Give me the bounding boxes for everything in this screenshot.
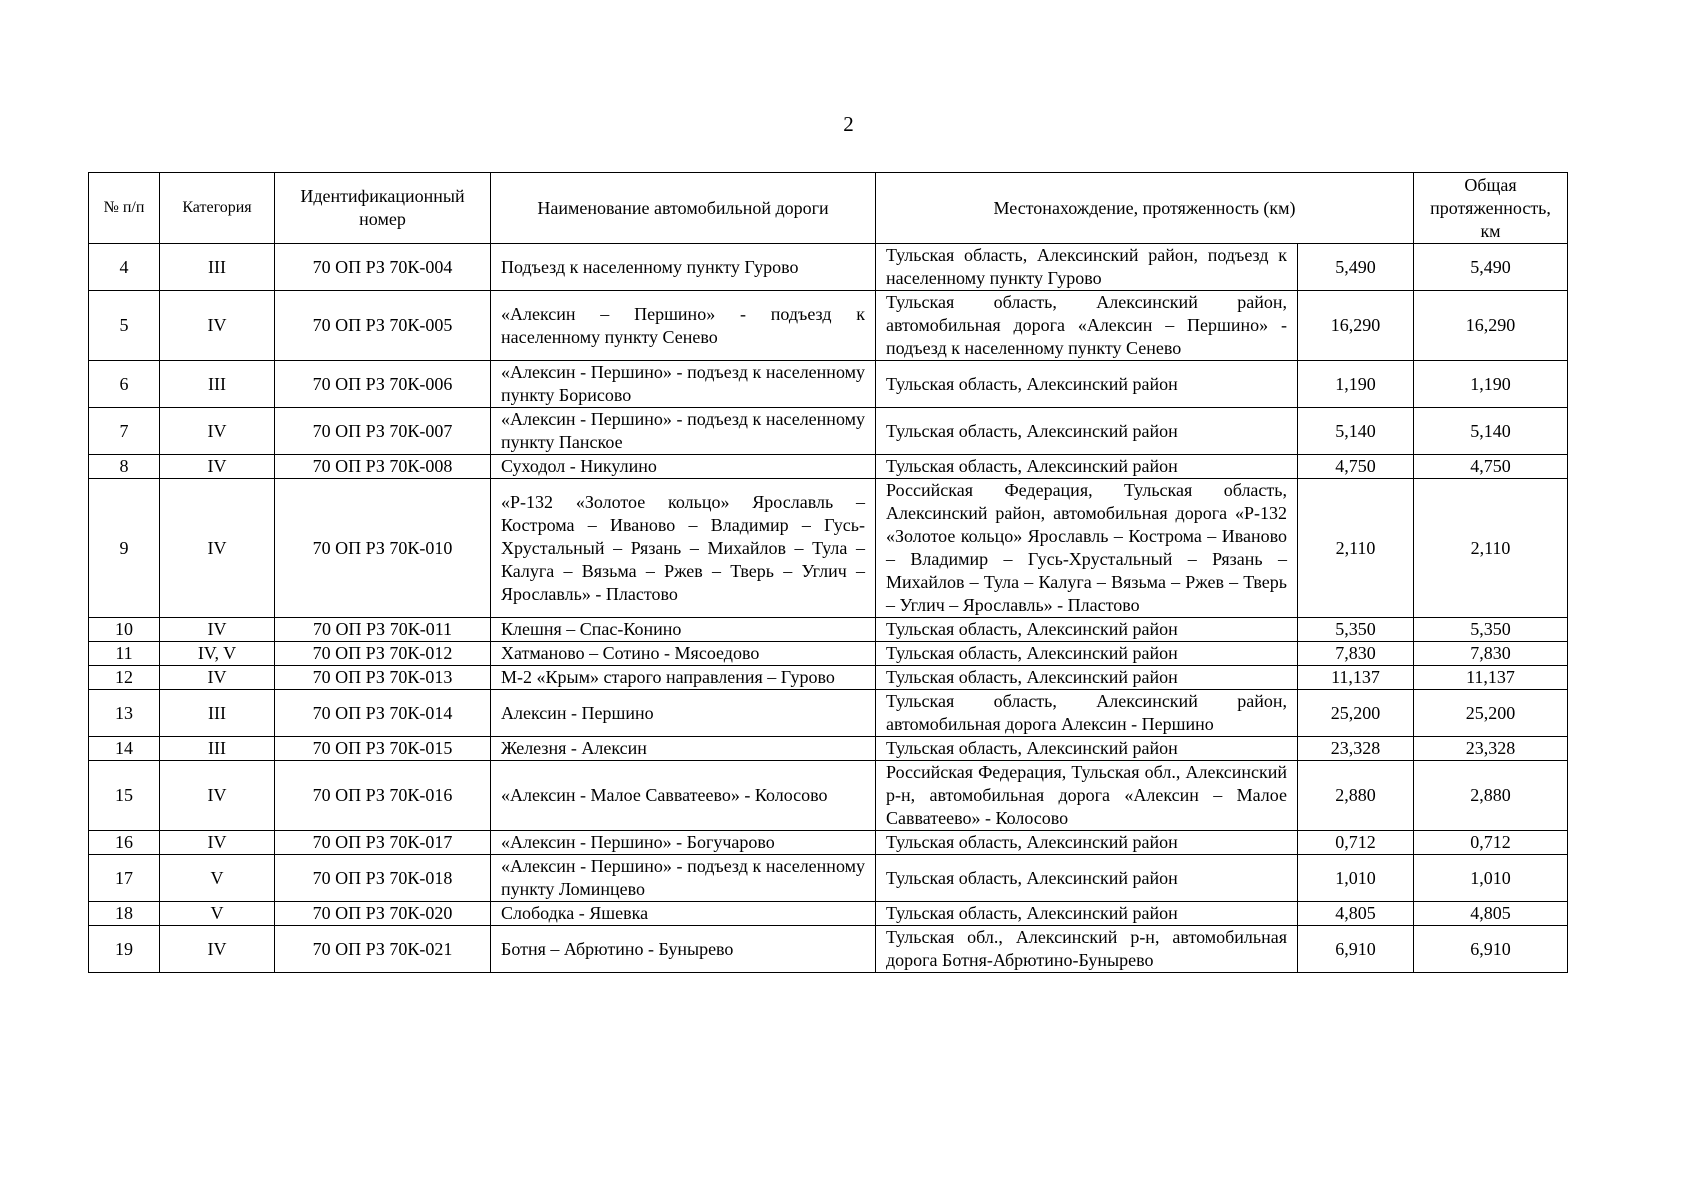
cell-id: 70 ОП РЗ 70К-005 [275,291,491,361]
cell-length: 7,830 [1298,642,1414,666]
cell-category: IV [160,479,275,618]
table-header-row [89,173,1568,244]
cell-length: 5,490 [1298,244,1414,291]
cell-num: 18 [89,902,160,926]
cell-id: 70 ОП РЗ 70К-016 [275,761,491,831]
cell-num: 16 [89,831,160,855]
cell-total: 1,010 [1414,855,1568,902]
table-row [89,690,1568,737]
table-row [89,855,1568,902]
cell-id: 70 ОП РЗ 70К-020 [275,902,491,926]
cell-id: 70 ОП РЗ 70К-017 [275,831,491,855]
cell-length: 1,010 [1298,855,1414,902]
cell-category: III [160,361,275,408]
cell-location: Тульская область, Алексинский район [876,737,1298,761]
cell-category: IV [160,666,275,690]
cell-road-name: Подъезд к населенному пункту Гурово [491,244,876,291]
cell-category: IV [160,926,275,973]
cell-length: 6,910 [1298,926,1414,973]
cell-total: 16,290 [1414,291,1568,361]
cell-total: 2,110 [1414,479,1568,618]
cell-num: 5 [89,291,160,361]
header-location: Местонахождение, протяженность (км) [876,173,1414,244]
cell-id: 70 ОП РЗ 70К-018 [275,855,491,902]
cell-total: 4,750 [1414,455,1568,479]
roads-table [88,172,1568,973]
table-row [89,618,1568,642]
cell-location: Российская Федерация, Тульская обл., Алексинский р-н, автомобильная дорога «Алексин – Малое Савватеево» - Колосово [876,761,1298,831]
cell-location: Тульская область, Алексинский район [876,642,1298,666]
cell-category: V [160,855,275,902]
table-row [89,831,1568,855]
cell-total: 4,805 [1414,902,1568,926]
cell-total: 5,350 [1414,618,1568,642]
cell-total: 23,328 [1414,737,1568,761]
cell-id: 70 ОП РЗ 70К-011 [275,618,491,642]
cell-category: III [160,737,275,761]
cell-total: 25,200 [1414,690,1568,737]
cell-num: 7 [89,408,160,455]
cell-total: 1,190 [1414,361,1568,408]
cell-category: V [160,902,275,926]
cell-total: 2,880 [1414,761,1568,831]
cell-category: III [160,690,275,737]
cell-id: 70 ОП РЗ 70К-012 [275,642,491,666]
cell-num: 4 [89,244,160,291]
cell-road-name: «Алексин - Першино» - Богучарово [491,831,876,855]
page-number: 2 [843,112,854,136]
cell-total: 0,712 [1414,831,1568,855]
cell-road-name: «Алексин - Малое Савватеево» - Колосово [491,761,876,831]
header-category: Категория [160,173,275,244]
cell-num: 19 [89,926,160,973]
cell-id: 70 ОП РЗ 70К-004 [275,244,491,291]
cell-category: III [160,244,275,291]
cell-length: 16,290 [1298,291,1414,361]
table-row [89,902,1568,926]
cell-location: Тульская область, Алексинский район [876,408,1298,455]
cell-category: IV [160,455,275,479]
cell-total: 11,137 [1414,666,1568,690]
cell-category: IV [160,618,275,642]
cell-category: IV [160,761,275,831]
cell-id: 70 ОП РЗ 70К-006 [275,361,491,408]
cell-road-name: «Алексин - Першино» - подъезд к населенному пункту Панское [491,408,876,455]
cell-category: IV, V [160,642,275,666]
cell-length: 4,750 [1298,455,1414,479]
cell-road-name: Алексин - Першино [491,690,876,737]
cell-length: 2,880 [1298,761,1414,831]
cell-id: 70 ОП РЗ 70К-014 [275,690,491,737]
cell-road-name: Железня - Алексин [491,737,876,761]
cell-total: 6,910 [1414,926,1568,973]
cell-length: 2,110 [1298,479,1414,618]
table-body [89,244,1568,973]
cell-id: 70 ОП РЗ 70К-007 [275,408,491,455]
cell-length: 11,137 [1298,666,1414,690]
cell-num: 6 [89,361,160,408]
table-row [89,455,1568,479]
cell-total: 7,830 [1414,642,1568,666]
cell-num: 13 [89,690,160,737]
cell-road-name: Хатманово – Сотино - Мясоедово [491,642,876,666]
cell-location: Тульская обл., Алексинский р-н, автомобильная дорога Ботня-Абрютино-Бунырево [876,926,1298,973]
cell-location: Тульская область, Алексинский район [876,666,1298,690]
cell-road-name: «Алексин - Першино» - подъезд к населенному пункту Ломинцево [491,855,876,902]
cell-location: Тульская область, Алексинский район, автомобильная дорога «Алексин – Першино» - подъезд к населенному пункту Сенево [876,291,1298,361]
cell-location: Тульская область, Алексинский район, подъезд к населенному пункту Гурово [876,244,1298,291]
cell-road-name: М-2 «Крым» старого направления – Гурово [491,666,876,690]
cell-location: Тульская область, Алексинский район [876,361,1298,408]
cell-total: 5,140 [1414,408,1568,455]
cell-location: Тульская область, Алексинский район [876,855,1298,902]
cell-road-name: Клешня – Спас-Конино [491,618,876,642]
cell-location: Тульская область, Алексинский район [876,618,1298,642]
cell-num: 9 [89,479,160,618]
table-row [89,642,1568,666]
table-row [89,761,1568,831]
cell-location: Тульская область, Алексинский район [876,831,1298,855]
table-row [89,666,1568,690]
table-row [89,408,1568,455]
cell-length: 25,200 [1298,690,1414,737]
cell-num: 10 [89,618,160,642]
cell-location: Российская Федерация, Тульская область, Алексинский район, автомобильная дорога «Р-132 «Золотое кольцо» Ярославль – Кострома – Иваново – Владимир – Гусь-Хрустальный – Рязань – Михайлов – Тула – Калуга – Вязьма – Ржев – Тверь – Углич – Ярославль» - Пластово [876,479,1298,618]
cell-road-name: Слободка - Яшевка [491,902,876,926]
table-row [89,361,1568,408]
cell-id: 70 ОП РЗ 70К-008 [275,455,491,479]
cell-num: 14 [89,737,160,761]
cell-length: 0,712 [1298,831,1414,855]
cell-road-name: «Р-132 «Золотое кольцо» Ярославль – Кострома – Иваново – Владимир – Гусь-Хрустальный – Рязань – Михайлов – Тула – Калуга – Вязьма – Ржев – Тверь – Углич – Ярославль» - Пластово [491,479,876,618]
table-row [89,291,1568,361]
cell-road-name: Суходол - Никулино [491,455,876,479]
cell-num: 8 [89,455,160,479]
cell-num: 12 [89,666,160,690]
cell-id: 70 ОП РЗ 70К-015 [275,737,491,761]
cell-length: 4,805 [1298,902,1414,926]
cell-length: 23,328 [1298,737,1414,761]
table-row [89,737,1568,761]
cell-road-name: Ботня – Абрютино - Бунырево [491,926,876,973]
cell-num: 15 [89,761,160,831]
header-total: Общая протяженность, км [1414,173,1568,244]
cell-length: 1,190 [1298,361,1414,408]
table-row [89,479,1568,618]
cell-total: 5,490 [1414,244,1568,291]
cell-category: IV [160,408,275,455]
cell-id: 70 ОП РЗ 70К-021 [275,926,491,973]
cell-category: IV [160,831,275,855]
cell-id: 70 ОП РЗ 70К-010 [275,479,491,618]
cell-location: Тульская область, Алексинский район [876,902,1298,926]
cell-id: 70 ОП РЗ 70К-013 [275,666,491,690]
cell-category: IV [160,291,275,361]
cell-length: 5,140 [1298,408,1414,455]
header-id: Идентификационный номер [275,173,491,244]
table-row [89,244,1568,291]
cell-road-name: «Алексин - Першино» - подъезд к населенному пункту Борисово [491,361,876,408]
cell-num: 11 [89,642,160,666]
cell-location: Тульская область, Алексинский район, автомобильная дорога Алексин - Першино [876,690,1298,737]
cell-location: Тульская область, Алексинский район [876,455,1298,479]
cell-road-name: «Алексин – Першино» - подъезд к населенному пункту Сенево [491,291,876,361]
header-num: № п/п [89,173,160,244]
table-row [89,926,1568,973]
cell-num: 17 [89,855,160,902]
header-name: Наименование автомобильной дороги [491,173,876,244]
cell-length: 5,350 [1298,618,1414,642]
